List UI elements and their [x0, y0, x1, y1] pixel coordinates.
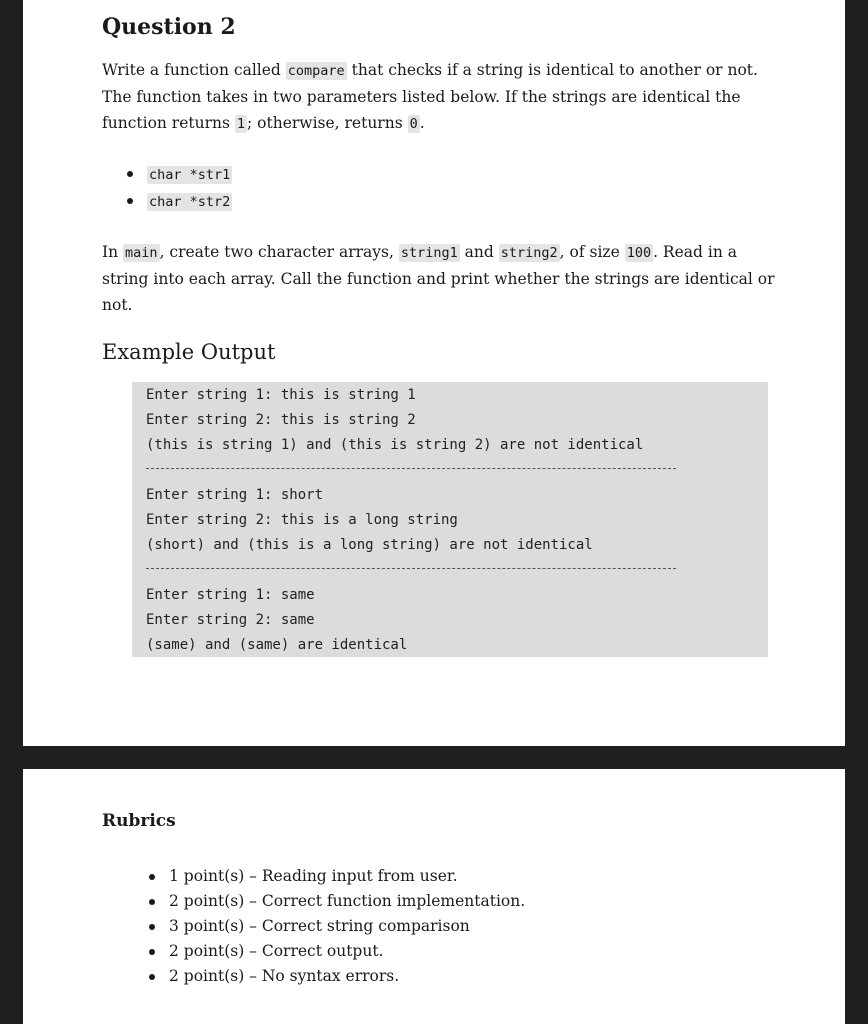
inline-code-zero: 0 — [409, 116, 418, 132]
text-segment: that checks if a string is identical to another or not. The function takes in two parameters listed below. If the strings are identical the function returns — [102, 61, 758, 132]
text-segment: and — [459, 243, 499, 261]
code-line: Enter string 2: same — [146, 612, 315, 628]
code-line: Enter string 2: this is a long string — [146, 512, 458, 528]
code-line: (this is string 1) and (this is string 2) are not identical — [146, 437, 644, 453]
text-segment: ; otherwise, returns — [247, 114, 408, 132]
inline-code-main: main — [125, 245, 158, 261]
rubric-item: 3 point(s) – Correct string comparison — [169, 914, 525, 939]
text-segment: Write a function called — [102, 61, 286, 79]
parameter-list — [147, 162, 232, 216]
code-line: Enter string 1: short — [146, 487, 324, 503]
rubric-item: 2 point(s) – Correct function implementation. — [169, 889, 525, 914]
inline-code-one: 1 — [236, 116, 246, 132]
text-segment: In — [102, 243, 124, 261]
question-description — [102, 57, 782, 137]
main-instructions — [102, 239, 782, 318]
question-title: Question 2 — [102, 14, 236, 40]
rubric-item: 1 point(s) – Reading input from user. — [169, 864, 525, 889]
inline-code-100: 100 — [626, 245, 652, 261]
inline-code-compare: compare — [287, 63, 345, 79]
parameter-str1: char *str1 — [149, 167, 231, 183]
rubrics-heading: Rubrics — [102, 811, 176, 831]
code-line: Enter string 2: this is string 2 — [146, 412, 416, 428]
list-item — [147, 162, 232, 189]
code-line: (same) and (same) are identical — [146, 637, 408, 653]
text-segment: , create two character arrays, — [159, 243, 399, 261]
separator-line — [146, 568, 676, 569]
rubric-item: 2 point(s) – No syntax errors. — [169, 964, 525, 989]
rubrics-page — [23, 769, 845, 1024]
inline-code-string1: string1 — [400, 245, 458, 261]
code-line: Enter string 1: this is string 1 — [146, 387, 416, 403]
inline-code-string2: string2 — [500, 245, 558, 261]
text-segment: , of size — [559, 243, 625, 261]
parameter-str2: char *str2 — [149, 194, 231, 210]
list-item — [147, 189, 232, 216]
example-output-heading: Example Output — [102, 340, 276, 364]
text-segment: . Read in a string into each array. Call the function and print whether the strings are identical or not. — [102, 243, 775, 314]
question-page — [23, 0, 845, 746]
code-line: (short) and (this is a long string) are not identical — [146, 537, 593, 553]
rubric-item: 2 point(s) – Correct output. — [169, 939, 525, 964]
code-line: Enter string 1: same — [146, 587, 315, 603]
rubric-list — [169, 864, 525, 989]
separator-line — [146, 468, 676, 469]
example-output-code-block — [132, 382, 768, 657]
text-segment: . — [419, 114, 425, 132]
